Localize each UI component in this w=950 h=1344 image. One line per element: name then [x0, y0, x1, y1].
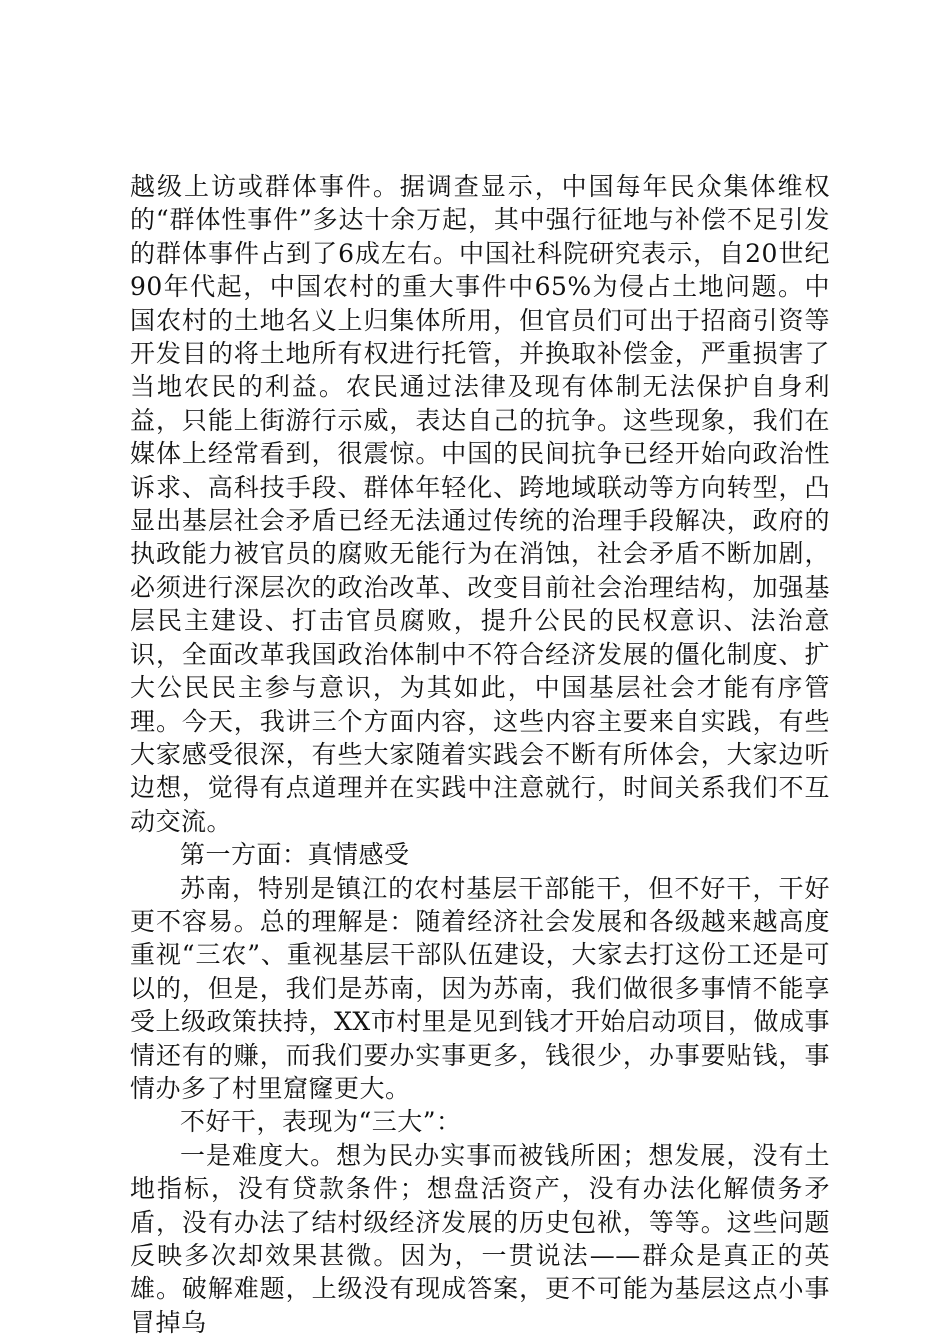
paragraph-1: 越级上访或群体事件。据调查显示，中国每年民众集体维权的“群体性事件”多达十余万起，其中强行征地与补偿不足引发的群体事件占到了6成左右。中国社科院研究表示，自20世纪90年代起，中国农村的重大事件中65%为侵占土地问题。中国农村的土地名义上归集体所用，但官员们可出于招商引资等开发目的将土地所有权进行托管，并换取补偿金，严重损害了当地农民的利益。农民通过法律及现有体制无法保护自身利益，只能上街游行示威，表达自己的抗争。这些现象，我们在媒体上经常看到，很震惊。中国的民间抗争已经开始向政治性诉求、高科技手段、群体年轻化、跨地域联动等方向转型，凸显出基层社会矛盾已经无法通过传统的治理手段解决，政府的执政能力被官员的腐败无能行为在消蚀，社会矛盾不断加剧，必须进行深层次的政治改革、改变目前社会治理结构，加强基层民主建设、打击官员腐败，提升公民的民权意识、法治意识，全面改革我国政治体制中不符合经济发展的僵化制度、扩大公民民主参与意识，为其如此，中国基层社会才能有序管理。今天，我讲三个方面内容，这些内容主要来自实践，有些大家感受很深，有些大家随着实践会不断有所体会，大家边听边想，觉得有点道理并在实践中注意就行，时间关系我们不互动交流。 [130, 172, 830, 836]
paragraph-3: 不好干，表现为“三大”： [180, 1107, 462, 1137]
paragraph-4: 一是难度大。想为民办实事而被钱所困；想发展，没有土地指标，没有贷款条件；想盘活资产，没有办法化解债务矛盾，没有办法了结村级经济发展的历史包袱，等等。这些问题反映多次却效果甚微。因为，一贯说法——群众是真正的英雄。破解难题，上级没有现成答案，更不可能为基层这点小事冒掉乌 [130, 1140, 830, 1337]
section-heading: 第一方面：真情感受 [180, 840, 410, 870]
document-body [130, 170, 830, 1339]
paragraph-2: 苏南，特别是镇江的农村基层干部能干，但不好干，干好更不容易。总的理解是：随着经济社会发展和各级越来越高度重视“三农”、重视基层干部队伍建设，大家去打这份工还是可以的，但是，我们是苏南，因为苏南，我们做很多事情不能享受上级政策扶持，XX市村里是见到钱才开始启动项目，做成事情还有的赚，而我们要办实事更多，钱很少，办事要贴钱，事情办多了村里窟窿更大。 [130, 873, 830, 1103]
